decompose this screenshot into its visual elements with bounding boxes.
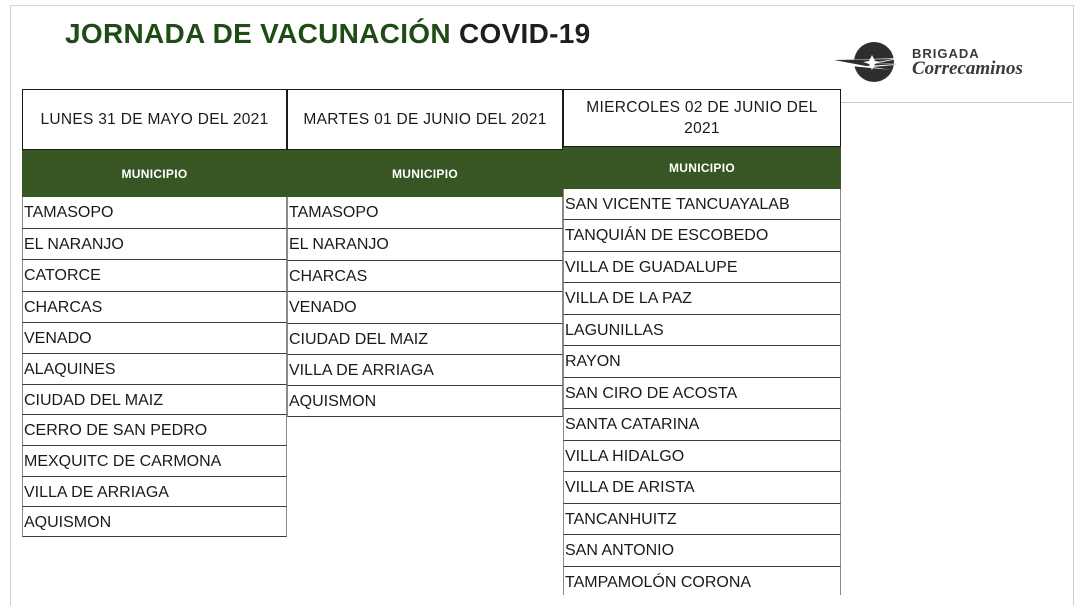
list-item: VILLA HIDALGO <box>563 441 841 472</box>
list-item: CIUDAD DEL MAIZ <box>22 385 287 415</box>
day-header: MARTES 01 DE JUNIO DEL 2021 <box>287 89 563 150</box>
list-item: CATORCE <box>22 260 287 292</box>
brand-line1: BRIGADA <box>912 46 980 61</box>
list-item: TANCANHUITZ <box>563 504 841 535</box>
list-item: RAYON <box>563 346 841 378</box>
list-item: CERRO DE SAN PEDRO <box>22 415 287 446</box>
list-item: VILLA DE ARRIAGA <box>22 477 287 507</box>
municipio-header: MUNICIPIO <box>22 150 287 197</box>
roadrunner-logo-icon <box>832 40 906 90</box>
list-item: CHARCAS <box>287 261 563 292</box>
list-item: ALAQUINES <box>22 354 287 385</box>
list-item: TAMPAMOLÓN CORONA <box>563 567 841 595</box>
list-item: AQUISMON <box>287 386 563 417</box>
list-item: SAN CIRO DE ACOSTA <box>563 378 841 409</box>
title-main: JORNADA DE VACUNACIÓN <box>65 18 451 49</box>
page-title <box>65 18 591 50</box>
list-item: CIUDAD DEL MAIZ <box>287 324 563 355</box>
municipio-header: MUNICIPIO <box>287 150 563 197</box>
list-item: CHARCAS <box>22 292 287 323</box>
list-item: SAN ANTONIO <box>563 535 841 567</box>
list-item: LAGUNILLAS <box>563 315 841 346</box>
list-item: MEXQUITC DE CARMONA <box>22 446 287 477</box>
list-item: EL NARANJO <box>22 229 287 260</box>
day-header <box>563 89 841 147</box>
day-header: LUNES 31 DE MAYO DEL 2021 <box>22 89 287 150</box>
list-item: TAMASOPO <box>22 197 287 229</box>
list-item: VENADO <box>22 323 287 354</box>
list-item: VILLA DE GUADALUPE <box>563 252 841 283</box>
list-item: SANTA CATARINA <box>563 409 841 441</box>
title-covid: COVID-19 <box>458 18 591 49</box>
list-item: EL NARANJO <box>287 229 563 261</box>
brand-divider <box>838 102 1072 103</box>
brand-line2: Correcaminos <box>912 58 1023 79</box>
list-item: VILLA DE ARRIAGA <box>287 355 563 386</box>
list-item: VILLA DE ARISTA <box>563 472 841 504</box>
list-item: VILLA DE LA PAZ <box>563 283 841 315</box>
day-header-text: MIERCOLES 02 DE JUNIO DEL 2021 <box>586 99 818 137</box>
list-item: TAMASOPO <box>287 197 563 229</box>
list-item: AQUISMON <box>22 507 287 537</box>
list-item: SAN VICENTE TANCUAYALAB <box>563 189 841 220</box>
list-item: VENADO <box>287 292 563 324</box>
list-item: TANQUIÁN DE ESCOBEDO <box>563 220 841 252</box>
municipio-header: MUNICIPIO <box>563 147 841 189</box>
brigada-logo <box>832 40 1072 90</box>
